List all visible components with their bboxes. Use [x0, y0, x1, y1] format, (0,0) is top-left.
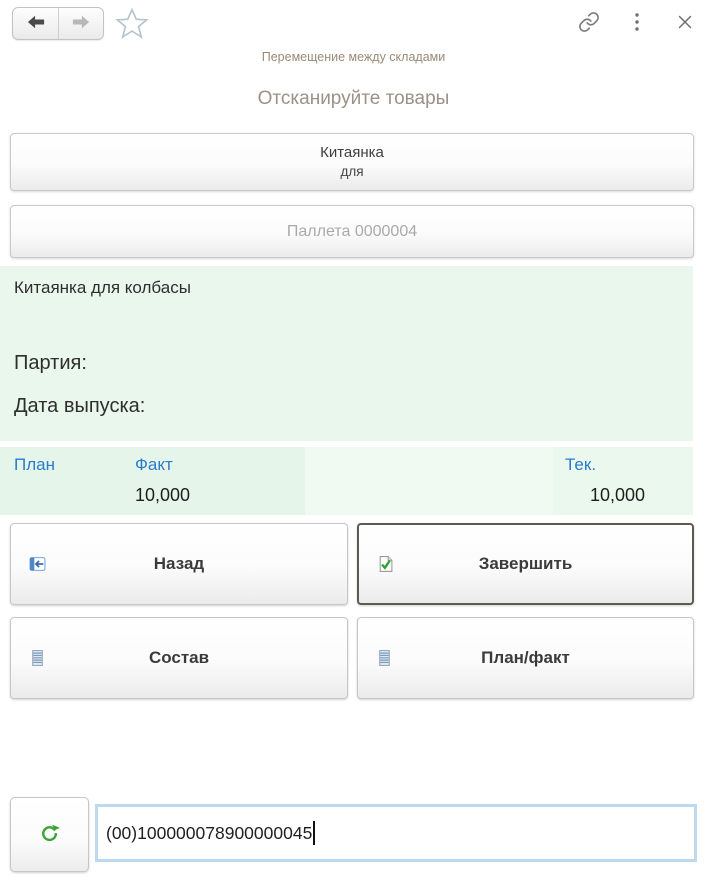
- plan-fact-button-label: План/факт: [481, 648, 570, 667]
- product-name: Китаянка для колбасы: [14, 278, 191, 297]
- product-info-panel: [0, 266, 693, 441]
- current-cell: [553, 447, 693, 515]
- page-title: Перемещение между складами: [261, 50, 446, 64]
- totals-row: [0, 447, 693, 515]
- plan-cell: [0, 447, 110, 515]
- scan-prompt: Отсканируйте товары: [257, 88, 450, 109]
- toolbar: [0, 0, 707, 46]
- fact-cell: [110, 447, 305, 515]
- text-caret: [313, 821, 315, 845]
- finish-button[interactable]: [357, 523, 694, 605]
- batch-label: Партия:: [14, 352, 87, 374]
- contents-button[interactable]: [10, 617, 348, 699]
- back-nav-button[interactable]: [13, 8, 58, 39]
- nomenclature-line1: Китаянка: [320, 144, 384, 161]
- scan-input-value: (00)100000078900000045: [106, 822, 313, 843]
- scan-input[interactable]: [95, 804, 697, 862]
- finish-button-label: Завершить: [478, 554, 573, 573]
- fact-label: Факт: [135, 455, 173, 474]
- get-link-icon[interactable]: [577, 10, 601, 34]
- arrow-left-icon: [25, 13, 47, 34]
- totals-spacer: [305, 447, 553, 515]
- nomenclature-line2: для: [340, 164, 364, 179]
- fact-value: 10,000: [135, 485, 191, 505]
- nomenclature-button[interactable]: [10, 133, 694, 191]
- close-icon[interactable]: [673, 10, 697, 34]
- refresh-button[interactable]: [10, 797, 89, 872]
- contents-button-label: Состав: [148, 648, 210, 667]
- forward-nav-button[interactable]: [58, 8, 103, 39]
- refresh-icon: [39, 823, 60, 847]
- back-button[interactable]: [10, 523, 348, 605]
- nav-buttons: [12, 7, 104, 40]
- favorite-star-icon[interactable]: [113, 5, 151, 43]
- pallet-field[interactable]: Паллета 0000004: [10, 205, 694, 258]
- arrow-right-icon: [70, 13, 92, 34]
- current-value: 10,000: [589, 485, 645, 505]
- current-label: Тек.: [565, 455, 597, 474]
- plan-label: План: [14, 455, 55, 474]
- toolbar-right: [577, 10, 697, 34]
- plan-fact-button[interactable]: [357, 617, 694, 699]
- back-button-label: Назад: [153, 554, 205, 573]
- menu-kebab-icon[interactable]: [625, 10, 649, 34]
- release-date-label: Дата выпуска:: [14, 395, 146, 417]
